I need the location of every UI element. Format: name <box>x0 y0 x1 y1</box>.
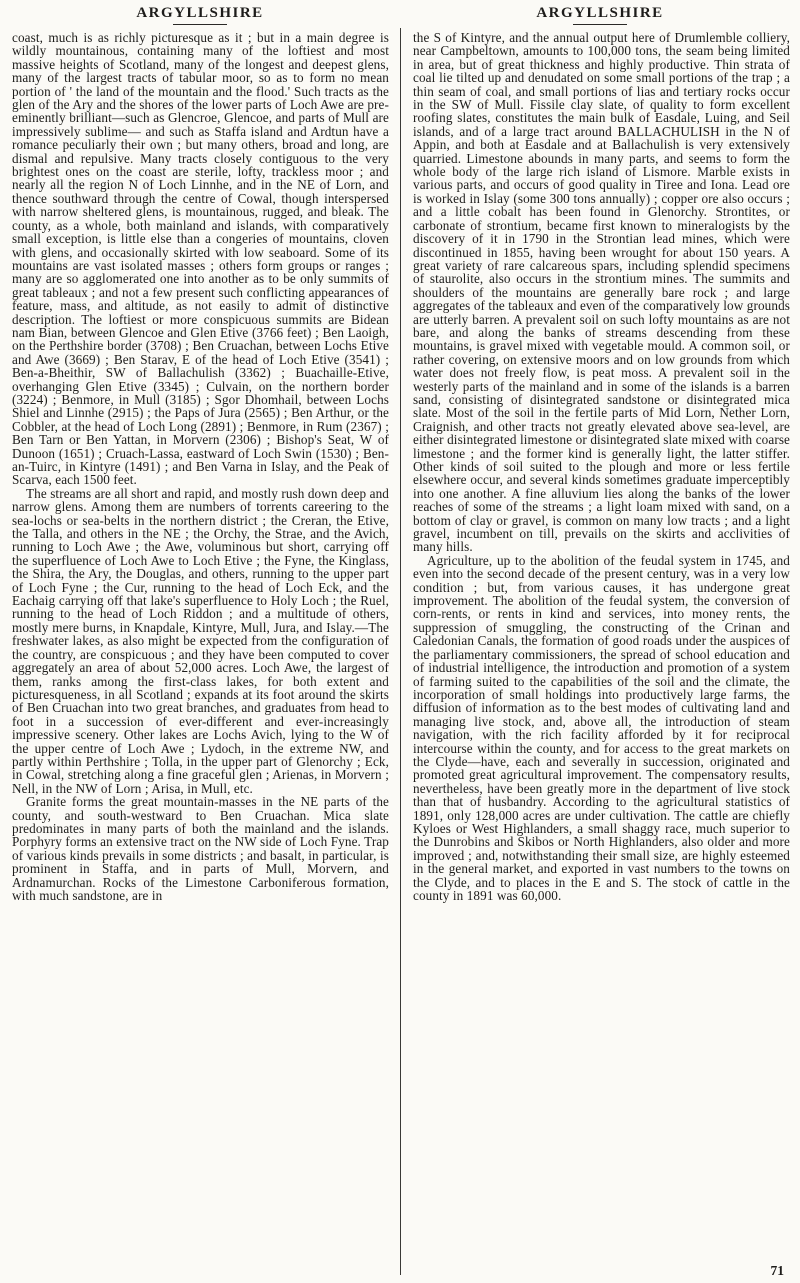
running-head-left-text: ARGYLLSHIRE <box>136 5 264 21</box>
right-column <box>413 31 790 902</box>
running-head-right-rule <box>573 24 627 25</box>
paragraph-streams-lakes: The streams are all short and rapid, and mostly rush down deep and narrow glens. Among them are numbers of torrents careering to the sea-lochs or sea-belts in the northern district ; the Creran, the Etive, the Talla, and others in the NE ; the Orchy, the Strae, and the Avich, running to Loch Awe ; the Awe, voluminous but short, carrying off the superfluence of Loch Awe to Loch Etive ; the Fyne, the Kinglass, the Shira, the Ary, the Douglas, and others, running to the upper part of Loch Fyne ; the Cur, running to the head of Loch Eck, and the Eachaig carrying off that lake's superfluence to Holy Loch ; the Ruel, running to the head of Loch Riddon ; and a multitude of others, mostly mere burns, in Knapdale, Kintyre, Mull, Jura, and Islay.—The freshwater lakes, as also might be expected from the configuration of the country, are conspicuous ; and they have been computed to cover aggregately an area of about 52,000 acres. Loch Awe, the largest of them, ranks among the first-class lakes, for both extent and picturesqueness, in all Scotland ; expands at its foot around the skirts of Ben Cruachan into two great branches, and graduates from head to foot in a succession of ever-different and ever-increasingly impressive scenery. Other lakes are Lochs Avich, lying to the W of the upper centre of Loch Awe ; Lydoch, in the extreme NW, and partly within Perthshire ; Tolla, in the upper part of Glenorchy ; Eck, in Cowal, stretching along a fine graceful glen ; Arienas, in Morvern ; Nell, in the NW of Lorn ; Arisa, in Mull, etc. <box>12 485 389 796</box>
column-divider-rule <box>400 28 401 1275</box>
running-head-left-rule <box>173 24 227 25</box>
paragraph-topography-continuation: coast, much is as richly picturesque as it ; but in a main degree is wildly mountainous, containing many of the loftiest and most massive heights of Scotland, many of the longest and deepest glens, many of the largest tracts of tabular moor, so as to form no mean portion of ' the land of the mountain and the flood.' Such tracts as the glen of the Ary and the shores of the lower parts of Loch Awe are pre-eminently brilliant—such as Glencroe, Glencoe, and parts of Mull are impressively sublime— and such as Staffa island and Ardtun have a romance peculiarly their own ; but many others, broad and long, are dismal and repulsive. Many tracts closely contiguous to the very brightest ones on the coast are sterile, lofty, trackless moor ; and nearly all the region N of Loch Linnhe, and in the NE of Lorn, and thence southward through the centre of Cowal, though interspersed with narrow sheltered glens, is mountainous, rugged, and bleak. The county, as a whole, both mainland and islands, with comparatively small exception, is little else than a congeries of mountains, cloven with glens, and occasionally skirted with low seaboard. Some of its mountains are vast isolated masses ; others form groups or ranges ; many are so agglomerated one into another as to be only summits of great tableaux ; and not a few present such conflicting appearances of feature, mass, and altitude, as not easily to admit of distinctive description. The loftiest or more conspicuous summits are Bidean nam Bian, between Glencoe and Glen Etive (3766 feet) ; Ben Laoigh, on the Perthshire border (3708) ; Ben Cruachan, between Lochs Etive and Awe (3669) ; Ben Starav, E of the head of Loch Etive (3541) ; Ben-a-Bheithir, SW of Ballachulish (3362) ; Buachaille-Etive, overhanging Glen Etive (3345) ; Culvain, on the northern border (3224) ; Benmore, in Mull (3185) ; Sgor Dhomhail, between Lochs Shiel and Linnhe (2915) ; the Paps of Jura (2565) ; Ben Arthur, or the Cobbler, at the head of Loch Long (2891) ; Benmore, in Rum (2367) ; Ben Tarn or Ben Yattan, in Morvern (2306) ; Bishop's Seat, W of Dunoon (1651) ; Cruach-Lassa, eastward of Loch Swin (1530) ; Ben-an-Tuirc, in Kintyre (1491) ; and Ben Varna in Islay, and the Peak of Scarva, each 1500 feet. <box>12 30 389 488</box>
paragraph-minerals-soils-continuation: the S of Kintyre, and the annual output here of Drumlemble colliery, near Campbeltown, amounts to 100,000 tons, the seam being limited in area, but of great thickness and highly productive. Thin strata of coal lie tilted up and denudated on some small portions of the trap ; a thin seam of coal, and small portions of lias and tertiary rocks occur in the SW of Mull. Fissile clay slate, of quality to form excellent roofing slates, constitutes the main bulk of Easdale, Luing, and Seil islands, and of a large tract around BALLACHULISH in the N of Appin, and both at Easdale and at Ballachulish is very extensively quarried. Limestone abounds in many parts, and seems to form the whole body of the large rich island of Lismore. Marble exists in various parts, and occurs of good quality in Tiree and Iona. Lead ore is worked in Islay (some 300 tons annually) ; copper ore also occurs ; and a little cobalt has been found in Glenorchy. Strontites, or carbonate of strontium, became first known to mineralogists by the discovery of it in 1790 in the Strontian lead mines, which were discontinued in 1855, having been wrought for about 150 years. A great variety of rare calcareous spars, including splendid specimens of staurolite, also occurs in the strontium mines. The summits and shoulders of the mountains are generally bare rock ; and large aggregates of the tableaux and even of the comparatively low grounds are utterly barren. A prevalent soil on such lofty mountains as are not bare, and along the banks of streams descending from these mountains, is gravel mixed with vegetable mould. A common soil, or rather covering, on extensive moors and on low grounds from which water does not freely flow, is peat moss. A prevalent soil in the westerly parts of the mainland and in some of the islands is a barren sand, consisting of disintegrated sandstone or disintegrated mica slate. Most of the soil in the fertile parts of Mid Lorn, Nether Lorn, Craignish, and other tracts not greatly elevated above sea-level, are either disintegrated limestone or disintegrated slate mixed with coarse limestone ; and the former kind is generally light, the latter stiffer. Other kinds of soil suited to the plough and more or less fertile elsewhere occur, and several kinds sometimes graduate imperceptibly into one another. A fine alluvium lies along the banks of the lower reaches of some of the streams ; a light loam mixed with sand, on a bottom of clay or gravel, is common on many low tracts ; and a light gravel, incumbent on till, prevails on the skirts and acclivities of many hills. <box>413 30 790 555</box>
running-head-left <box>0 5 400 29</box>
running-head-right <box>400 5 800 29</box>
running-heads <box>0 0 800 29</box>
paragraph-geology: Granite forms the great mountain-masses in the NE parts of the county, and south-westward to Ben Cruachan. Mica slate predominates in many parts of both the mainland and the islands. Porphyry forms an extensive tract on the NW side of Loch Fyne. Trap of various kinds prevails in some districts ; and basalt, in particular, is prominent in Staffa, and in parts of Mull, Morvern, and Ardnamurchan. Rocks of the Limestone Carboniferous formation, with much sandstone, are in <box>12 794 389 903</box>
left-column <box>12 31 389 902</box>
paragraph-agriculture: Agriculture, up to the abolition of the feudal system in 1745, and even into the second decade of the present century, was in a very low condition ; but, from various causes, it has undergone great improvement. The abolition of the feudal system, the conversion of corn-rents, or rents in kind and services, into money rents, the suppression of smuggling, the constructing of the Crinan and Caledonian Canals, the formation of good roads under the auspices of the parliamentary commissioners, the spread of school education and of industrial intelligence, the introduction and promotion of a system of farming suited to the capabilities of the soil and the climate, the incorporation of small holdings into productively large farms, the diffusion of information as to the best modes of cultivating land and managing live stock, and, above all, the introduction of steam navigation, with the rich facility afforded by it for reciprocal intercourse within the county, and for access to the great markets on the Clyde—have, each and severally in succession, originated and promoted great agricultural improvement. The compensatory results, nevertheless, have been greatly more in the department of live stock than that of husbandry. According to the agricultural statistics of 1891, only 128,000 acres are under cultivation. The cattle are chiefly Kyloes or West Highlanders, a small shaggy race, much superior to the Dunrobins and Skibos or North Highlanders, also older and more improved ; and, notwithstanding their small size, are highly esteemed in the general market, and exported in vast numbers to the towns on the Clyde, and to places in the E and S. The stock of cattle in the county in 1891 was 60,000. <box>413 552 790 903</box>
page-number: 71 <box>770 1263 784 1278</box>
running-head-right-text: ARGYLLSHIRE <box>536 5 664 21</box>
